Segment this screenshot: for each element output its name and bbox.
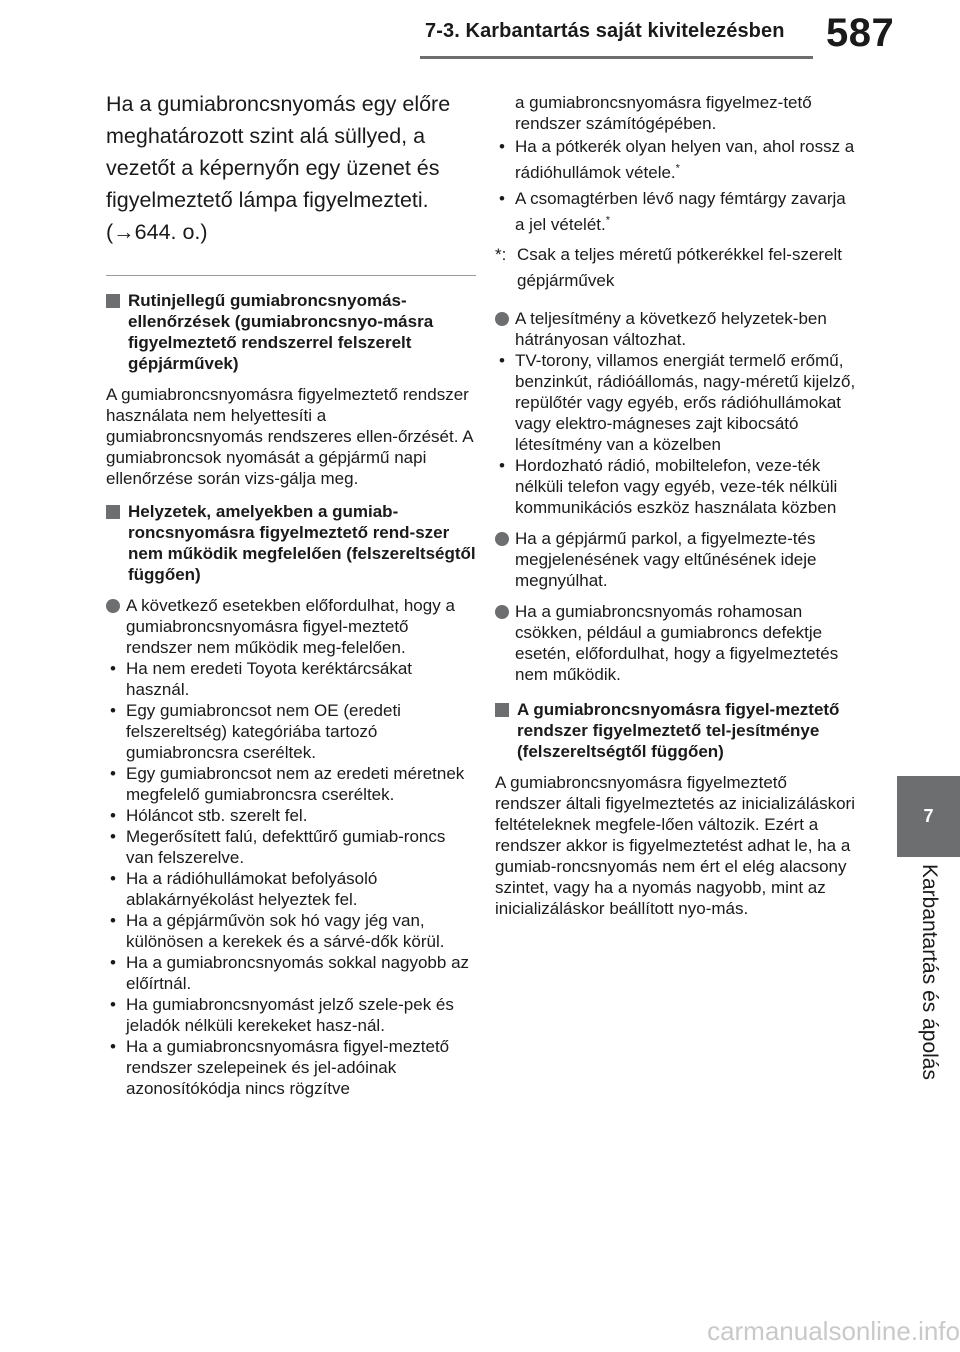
circle-bullet-icon (495, 605, 509, 619)
list-item (495, 134, 857, 186)
chapter-caption: Karbantartás és ápolás (918, 864, 941, 1080)
bullet-list-right (495, 134, 857, 238)
footnote (495, 242, 857, 294)
watermark: carmanualsonline.info (707, 1316, 960, 1346)
square-bullet-icon (106, 505, 120, 519)
list-item (495, 186, 857, 238)
dot-paragraph-text: A következő esetekben előfordulhat, hogy a gumiabroncsnyomásra figyel-meztető rendszer nem működik meg-felelően. (126, 596, 455, 657)
dot-paragraph (106, 595, 476, 658)
chapter-number: 7 (923, 806, 934, 826)
list-item: • Ha nem eredeti Toyota keréktárcsákat használ. (106, 658, 476, 700)
dot-paragraph-text: Ha a gépjármű parkol, a figyelmezte-tés megjelenésének vagy eltűnésének ideje megnyúlhat. (515, 529, 817, 590)
list-item: • Ha a gépjárművön sok hó vagy jég van, különösen a kerekek és a sárvé-dők körül. (106, 910, 476, 952)
list-item: • Hóláncot stb. szerelt fel. (106, 805, 476, 826)
header-rule (420, 56, 813, 59)
footnote-text: Csak a teljes méretű pótkerékkel fel-szerelt gépjárművek (517, 245, 843, 290)
right-column (495, 92, 857, 931)
dot-paragraph (495, 308, 857, 350)
heading-text: Helyzetek, amelyekben a gumiab-roncsnyomásra figyelmeztető rend-szer nem működik megfelelően (felszereltségtől függően) (128, 502, 476, 584)
section-title: 7-3. Karbantartás saját kivitelezésben (425, 20, 785, 42)
left-column (106, 88, 476, 1109)
heading-malfunction-situations (106, 501, 476, 585)
square-bullet-icon (106, 294, 120, 308)
list-item-text: A csomagtérben lévő nagy fémtárgy zavarja a jel vételét. (515, 189, 846, 234)
list-item: • Hordozható rádió, mobiltelefon, veze-ték nélküli telefon vagy egyéb, veze-ték nélküli kommunikációs eszköz használata közben (495, 455, 857, 518)
continued-text: a gumiabroncsnyomásra figyelmez-tető rendszer számítógépében. (515, 93, 812, 133)
list-item: • TV-torony, villamos energiát termelő erőmű, benzinkút, rádióállomás, nagy-méretű kijelző, repülőtér vagy egyéb, erős rádióhullámokat vagy elektro-mágneses zajt kibocsátó létesítmény van a közelben (495, 350, 857, 455)
dot-paragraph-text: A teljesítmény a következő helyzetek-ben hátrányosan változhat. (515, 309, 827, 349)
paragraph-warning-performance: A gumiabroncsnyomásra figyelmeztető rendszer általi figyelmeztetés az inicializáláskori feltételeknek megfele-lően változik. Ezért a rendszer akkor is figyelmeztetést adhat le, ha a gumiab-roncsnyomás nem ért el elég alacsony szintet, vagy ha a nyomás nagyobb, mint az inicializáláskor beállított nyo-más. (495, 773, 855, 918)
circle-bullet-icon (106, 599, 120, 613)
page-header (0, 0, 960, 80)
paragraph-routine: A gumiabroncsnyomásra figyelmeztető rendszer használata nem helyettesíti a gumiabroncsnyomás rendszeres ellen-őrzését. A gumiabroncsok nyomását a gépjármű napi ellenőrzése során vizs-gálja meg. (106, 385, 473, 488)
circle-bullet-icon (495, 312, 509, 326)
heading-warning-performance (495, 699, 857, 762)
intro-block (106, 88, 476, 276)
list-item-text: Ha a pótkerék olyan helyen van, ahol rossz a rádióhullámok vétele. (515, 137, 855, 182)
dot-paragraph-text: Ha a gumiabroncsnyomás rohamosan csökken, például a gumiabroncs defektje esetén, előfordulhat, hogy a figyelmeztetés nem működik. (515, 602, 839, 684)
list-item: • Egy gumiabroncsot nem OE (eredeti felszereltség) kategóriába tartozó gumiabroncsra cseréltek. (106, 700, 476, 763)
list-item: • Ha a gumiabroncsnyomásra figyel-meztető rendszer szelepeinek és jel-adóinak azonosítókódja nincs rögzítve (106, 1036, 476, 1099)
chapter-caption-wrap (897, 864, 960, 1104)
page-number: 587 (826, 11, 895, 55)
chapter-tab (897, 776, 960, 857)
intro-text: Ha a gumiabroncsnyomás egy előre meghatározott szint alá süllyed, a vezetőt a képernyőn egy üzenet és figyelmeztető lámpa figyelmezteti. (→644. o.) (106, 92, 451, 244)
bullet-list-right-2 (495, 350, 857, 518)
heading-routine-checks (106, 290, 476, 374)
footnote-mark: *: (495, 245, 507, 264)
footnote-ref: * (675, 162, 680, 175)
list-item: • Egy gumiabroncsot nem az eredeti méretnek megfelelő gumiabroncsra cseréltek. (106, 763, 476, 805)
dot-paragraph (495, 601, 857, 685)
list-item: • Ha a rádióhullámokat befolyásoló ablakárnyékolást helyeztek fel. (106, 868, 476, 910)
list-item: • Ha a gumiabroncsnyomás sokkal nagyobb az előírtnál. (106, 952, 476, 994)
heading-text: A gumiabroncsnyomásra figyel-meztető rendszer figyelmeztető tel-jesítménye (felszereltségtől függően) (517, 700, 840, 761)
heading-text: Rutinjellegű gumiabroncsnyomás-ellenőrzések (gumiabroncsnyo-másra figyelmeztető rendszerrel felszerelt gépjárművek) (128, 291, 434, 373)
bullet-list-left (106, 658, 476, 1099)
dot-paragraph (495, 528, 857, 591)
square-bullet-icon (495, 703, 509, 717)
circle-bullet-icon (495, 532, 509, 546)
list-item: • Megerősített falú, defekttűrő gumiab-roncs van felszerelve. (106, 826, 476, 868)
footnote-ref: * (605, 214, 611, 227)
list-item: • Ha gumiabroncsnyomást jelző szele-pek és jeladók nélküli kerekeket hasz-nál. (106, 994, 476, 1036)
